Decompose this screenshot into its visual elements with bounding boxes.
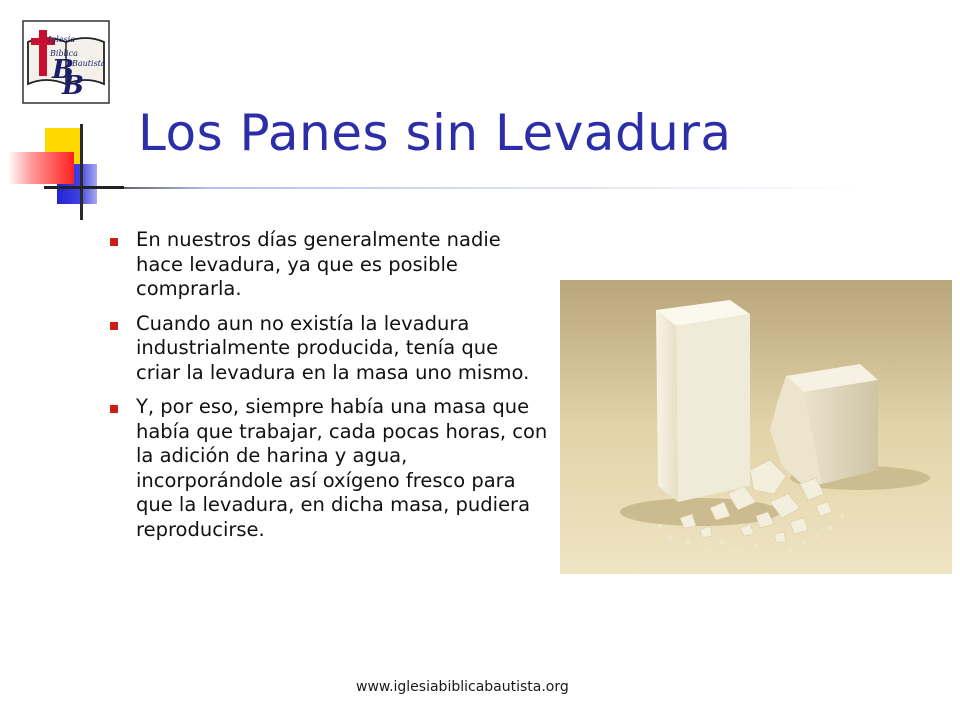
bullet-item <box>108 312 548 386</box>
svg-text:Bautista: Bautista <box>72 59 106 68</box>
title-underline <box>44 187 864 189</box>
red-gradient-bar <box>8 152 74 184</box>
svg-text:Iglesia: Iglesia <box>48 35 76 44</box>
corner-decoration <box>0 118 140 218</box>
slide-title: Los Panes sin Levadura <box>138 104 732 162</box>
bullet-list <box>108 228 548 552</box>
svg-text:B: B <box>52 55 74 85</box>
bullet-item <box>108 395 548 542</box>
bullet-text: En nuestros días generalmente nadie hace levadura, ya que es posible comprarla. <box>136 228 501 300</box>
vertical-rule <box>80 124 83 220</box>
yeast-photo <box>560 280 952 574</box>
bullet-text: Cuando aun no existía la levadura industrialmente producida, tenía que criar la levadura en la masa uno mismo. <box>136 311 530 384</box>
title-underline-dark <box>44 186 124 189</box>
svg-text:Biblica: Biblica <box>50 49 78 58</box>
church-bible-logo-icon <box>22 20 110 104</box>
yeast-blocks-photo <box>560 280 952 574</box>
bullet-square-icon <box>110 405 118 413</box>
bullet-square-icon <box>110 238 118 246</box>
bullet-square-icon <box>110 322 118 330</box>
svg-text:B: B <box>62 71 84 101</box>
bullet-text: Y, por eso, siempre había una masa que había que trabajar, cada pocas horas, con la adición de harina y agua, incorporándole así oxígeno fresco para que la levadura, en dicha masa, pudiera reproducirse. <box>136 395 548 541</box>
bullet-item <box>108 228 548 302</box>
footer-url: www.iglesiabiblicabautista.org <box>356 679 569 695</box>
church-logo <box>22 20 110 104</box>
